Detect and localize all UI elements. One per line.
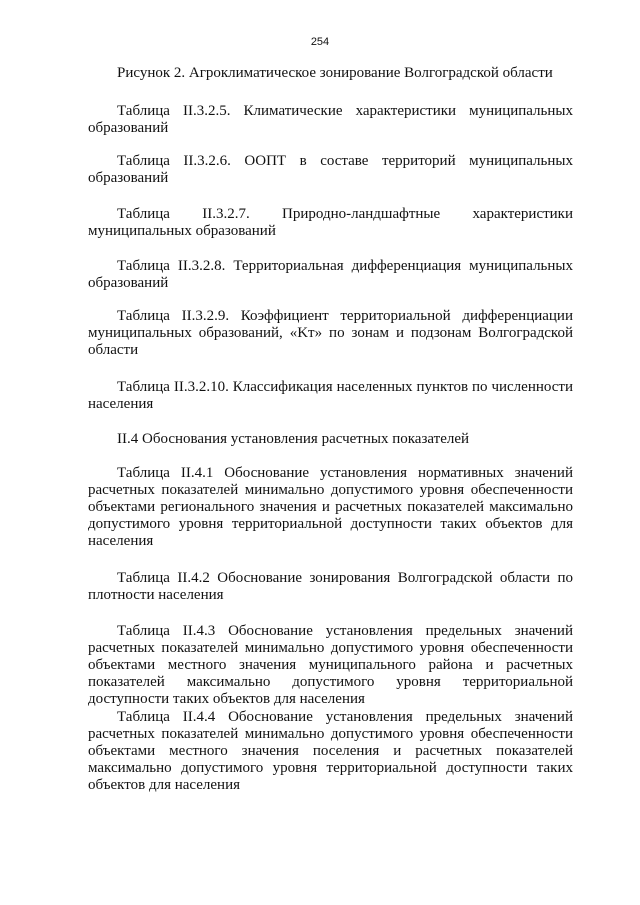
figure-caption: Рисунок 2. Агроклиматическое зонирование Волгоградской области (117, 65, 553, 81)
table-caption-ii-3-2-9: Таблица II.3.2.9. Коэффициент территориальной дифференциации муниципальных образований, «Kт» по зонам и подзонам Волгоградской области (88, 308, 573, 358)
page-number: 254 (310, 36, 330, 48)
table-caption-ii-4-1: Таблица II.4.1 Обоснование установления нормативных значений расчетных показателей минимально допустимого уровня обеспеченности объектами регионального значения и расчетных показателей максимально допустимого уровня территориальной доступности таких объектов для населения (88, 465, 573, 549)
table-caption-ii-3-2-10: Таблица II.3.2.10. Классификация населенных пунктов по численности населения (88, 379, 573, 412)
section-heading-ii-4: II.4 Обоснования установления расчетных показателей (117, 431, 470, 447)
table-caption-ii-3-2-8: Таблица II.3.2.8. Территориальная дифференциация муниципальных образований (88, 258, 573, 291)
table-caption-ii-3-2-7: Таблица II.3.2.7. Природно-ландшафтные характеристики муниципальных образований (88, 206, 573, 239)
table-caption-ii-4-4: Таблица II.4.4 Обоснование установления предельных значений расчетных показателей минимально допустимого уровня обеспеченности объектами местного значения поселения и расчетных показателей максимально допустимого уровня территориальной доступности таких объектов для населения (88, 709, 573, 793)
table-caption-ii-3-2-5: Таблица II.3.2.5. Климатические характеристики муниципальных образований (88, 103, 573, 136)
table-caption-ii-3-2-6: Таблица II.3.2.6. ООПТ в составе территорий муниципальных образований (88, 153, 573, 186)
table-caption-ii-4-2: Таблица II.4.2 Обоснование зонирования Волгоградской области по плотности населения (88, 570, 573, 603)
table-caption-ii-4-3: Таблица II.4.3 Обоснование установления предельных значений расчетных показателей минимально допустимого уровня обеспеченности объектами местного значения муниципального района и расчетных показателей максимально допустимого уровня территориальной доступности таких объектов для населения (88, 623, 573, 707)
